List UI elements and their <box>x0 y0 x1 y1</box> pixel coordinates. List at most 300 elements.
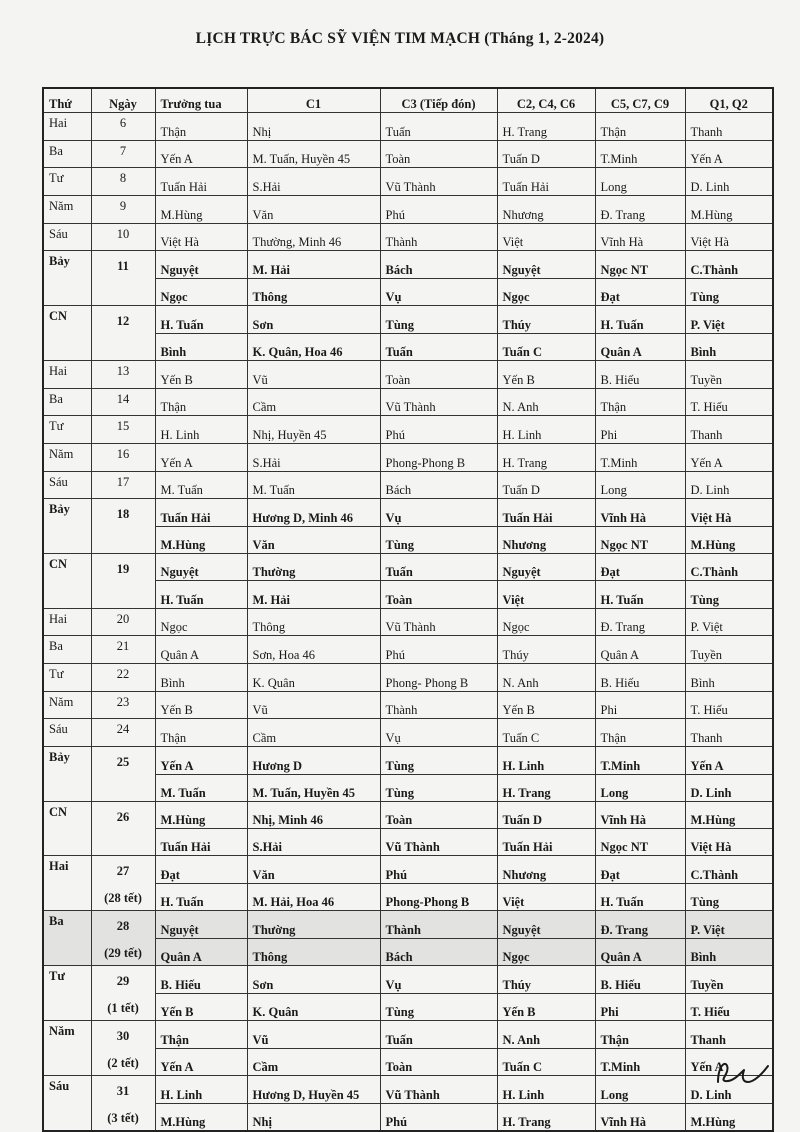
cell-truong-tua: Yến A <box>155 1048 247 1076</box>
cell-c5-c7-c9: Long <box>595 1076 685 1104</box>
table-row <box>43 911 773 939</box>
cell-truong-tua: Đạt <box>155 856 247 884</box>
cell-c3: Vũ Thành <box>380 608 497 636</box>
cell-c1: S.Hải <box>247 443 380 471</box>
day-of-week-cell: Năm <box>43 196 91 224</box>
day-of-week-cell: Tư <box>43 168 91 196</box>
cell-c1: Nhị, Minh 46 <box>247 801 380 829</box>
cell-truong-tua: Quân A <box>155 938 247 966</box>
cell-q1-q2: Thanh <box>685 719 773 747</box>
day-of-week-cell <box>43 1048 91 1076</box>
cell-c2-c4-c6: Nhương <box>497 526 595 553</box>
cell-q1-q2: T. Hiếu <box>685 691 773 719</box>
cell-q1-q2: D. Linh <box>685 774 773 801</box>
cell-c1: Vũ <box>247 691 380 719</box>
day-of-week-cell <box>43 526 91 553</box>
cell-c5-c7-c9: Đạt <box>595 856 685 884</box>
cell-c5-c7-c9: Phi <box>595 416 685 444</box>
cell-truong-tua: M.Hùng <box>155 526 247 553</box>
cell-c5-c7-c9: T.Minh <box>595 443 685 471</box>
date-cell: 11 <box>91 251 155 279</box>
page-title: LỊCH TRỰC BÁC SỸ VIỆN TIM MẠCH (Tháng 1, 2-2024) <box>195 30 605 47</box>
cell-c5-c7-c9: Thận <box>595 388 685 416</box>
header-row <box>43 88 773 113</box>
cell-c5-c7-c9: Quân A <box>595 636 685 664</box>
cell-q1-q2: M.Hùng <box>685 1103 773 1131</box>
cell-q1-q2: Yến A <box>685 1048 773 1076</box>
cell-q1-q2: Yến A <box>685 747 773 775</box>
cell-c3: Tùng <box>380 306 497 334</box>
cell-c2-c4-c6: Việt <box>497 581 595 608</box>
cell-c5-c7-c9: Phi <box>595 993 685 1021</box>
cell-q1-q2: Yến A <box>685 140 773 168</box>
cell-c5-c7-c9: Đạt <box>595 553 685 581</box>
header-thu: Thứ <box>43 88 91 113</box>
cell-q1-q2: Bình <box>685 938 773 966</box>
cell-c5-c7-c9: H. Tuấn <box>595 883 685 911</box>
table-row <box>43 1103 773 1131</box>
day-of-week-cell <box>43 278 91 305</box>
table-row <box>43 499 773 527</box>
table-row <box>43 526 773 553</box>
cell-c5-c7-c9: Đạt <box>595 278 685 305</box>
date-cell: 31 <box>91 1076 155 1104</box>
table-row <box>43 829 773 856</box>
table-row <box>43 333 773 360</box>
day-of-week-cell <box>43 581 91 608</box>
cell-truong-tua: H. Tuấn <box>155 883 247 911</box>
cell-truong-tua: Tuấn Hải <box>155 168 247 196</box>
date-cell: 24 <box>91 719 155 747</box>
cell-truong-tua: Nguyệt <box>155 553 247 581</box>
day-of-week-cell: Ba <box>43 388 91 416</box>
cell-c3: Tuấn <box>380 553 497 581</box>
cell-c1: Cầm <box>247 1048 380 1076</box>
cell-c1: Văn <box>247 196 380 224</box>
cell-c1: K. Quân <box>247 664 380 692</box>
cell-c3: Toàn <box>380 140 497 168</box>
table-row <box>43 719 773 747</box>
day-of-week-cell: Ba <box>43 636 91 664</box>
cell-c3: Tuấn <box>380 1021 497 1049</box>
day-of-week-cell: Hai <box>43 608 91 636</box>
table-row <box>43 664 773 692</box>
date-cell: 18 <box>91 499 155 527</box>
cell-c1: M. Hải, Hoa 46 <box>247 883 380 911</box>
table-row <box>43 636 773 664</box>
day-of-week-cell: Hai <box>43 856 91 884</box>
cell-truong-tua: Việt Hà <box>155 223 247 251</box>
cell-c2-c4-c6: Tuấn C <box>497 719 595 747</box>
cell-q1-q2: Việt Hà <box>685 829 773 856</box>
cell-c2-c4-c6: Ngọc <box>497 278 595 305</box>
cell-c1: K. Quân <box>247 993 380 1021</box>
cell-truong-tua: M.Hùng <box>155 801 247 829</box>
day-of-week-cell: CN <box>43 306 91 334</box>
cell-c1: Cầm <box>247 719 380 747</box>
table-row <box>43 1076 773 1104</box>
cell-truong-tua: Bình <box>155 664 247 692</box>
cell-truong-tua: Thận <box>155 388 247 416</box>
day-of-week-cell: Tư <box>43 416 91 444</box>
cell-c1: Sơn, Hoa 46 <box>247 636 380 664</box>
cell-truong-tua: Yến A <box>155 443 247 471</box>
cell-c1: Hương D, Huyền 45 <box>247 1076 380 1104</box>
day-of-week-cell: Ba <box>43 140 91 168</box>
date-cell: 20 <box>91 608 155 636</box>
day-of-week-cell: Năm <box>43 1021 91 1049</box>
cell-truong-tua: Yến B <box>155 691 247 719</box>
cell-c1: Nhị <box>247 1103 380 1131</box>
date-cell: 8 <box>91 168 155 196</box>
cell-c2-c4-c6: Thúy <box>497 636 595 664</box>
cell-c3: Phú <box>380 416 497 444</box>
cell-q1-q2: P. Việt <box>685 608 773 636</box>
date-cell: 23 <box>91 691 155 719</box>
cell-c5-c7-c9: T.Minh <box>595 140 685 168</box>
cell-c2-c4-c6: Thúy <box>497 306 595 334</box>
cell-c1: Thường <box>247 553 380 581</box>
cell-truong-tua: Thận <box>155 1021 247 1049</box>
cell-c2-c4-c6: Yến B <box>497 360 595 388</box>
table-row <box>43 223 773 251</box>
cell-q1-q2: Việt Hà <box>685 223 773 251</box>
day-of-week-cell <box>43 333 91 360</box>
day-of-week-cell <box>43 1103 91 1131</box>
cell-c3: Vụ <box>380 719 497 747</box>
cell-truong-tua: Thận <box>155 113 247 141</box>
day-of-week-cell: Sáu <box>43 719 91 747</box>
cell-c5-c7-c9: Đ. Trang <box>595 911 685 939</box>
cell-c1: M. Hải <box>247 251 380 279</box>
cell-c1: M. Tuấn, Huyền 45 <box>247 140 380 168</box>
cell-c3: Tùng <box>380 774 497 801</box>
date-cell: 30 <box>91 1021 155 1049</box>
cell-truong-tua: Quân A <box>155 636 247 664</box>
cell-c2-c4-c6: Nhương <box>497 856 595 884</box>
cell-c3: Phong-Phong B <box>380 883 497 911</box>
table-row <box>43 388 773 416</box>
cell-c1: S.Hải <box>247 829 380 856</box>
cell-truong-tua: Yến A <box>155 747 247 775</box>
cell-c2-c4-c6: Nguyệt <box>497 251 595 279</box>
cell-c1: Sơn <box>247 966 380 994</box>
cell-c2-c4-c6: H. Linh <box>497 416 595 444</box>
cell-truong-tua: M. Tuấn <box>155 774 247 801</box>
table-row <box>43 471 773 499</box>
cell-c2-c4-c6: Tuấn Hải <box>497 829 595 856</box>
day-of-week-cell <box>43 829 91 856</box>
cell-q1-q2: P. Việt <box>685 306 773 334</box>
cell-q1-q2: M.Hùng <box>685 526 773 553</box>
cell-c3: Thành <box>380 223 497 251</box>
cell-c5-c7-c9: T.Minh <box>595 1048 685 1076</box>
cell-c2-c4-c6: Tuấn Hải <box>497 168 595 196</box>
cell-c5-c7-c9: Thận <box>595 1021 685 1049</box>
cell-c1: Thông <box>247 608 380 636</box>
cell-c3: Tuấn <box>380 113 497 141</box>
schedule-body <box>43 113 773 1132</box>
table-row <box>43 691 773 719</box>
day-of-week-cell: Bảy <box>43 499 91 527</box>
cell-truong-tua: M. Tuấn <box>155 471 247 499</box>
date-cell: 14 <box>91 388 155 416</box>
date-cell <box>91 278 155 305</box>
cell-c1: Văn <box>247 856 380 884</box>
date-cell <box>91 774 155 801</box>
day-of-week-cell: CN <box>43 801 91 829</box>
day-of-week-cell: Hai <box>43 360 91 388</box>
table-row <box>43 608 773 636</box>
date-cell: (2 tết) <box>91 1048 155 1076</box>
date-cell <box>91 526 155 553</box>
table-row <box>43 168 773 196</box>
cell-c1: Vũ <box>247 360 380 388</box>
date-cell: 19 <box>91 553 155 581</box>
table-row <box>43 360 773 388</box>
cell-c3: Bách <box>380 938 497 966</box>
cell-q1-q2: T. Hiếu <box>685 993 773 1021</box>
cell-c5-c7-c9: Phi <box>595 691 685 719</box>
table-row <box>43 251 773 279</box>
cell-q1-q2: Thanh <box>685 113 773 141</box>
cell-c1: Hương D <box>247 747 380 775</box>
cell-q1-q2: Tuyền <box>685 360 773 388</box>
cell-c3: Thành <box>380 911 497 939</box>
header-c2-c4-c6: C2, C4, C6 <box>497 88 595 113</box>
day-of-week-cell <box>43 993 91 1021</box>
cell-c1: M. Hải <box>247 581 380 608</box>
cell-c5-c7-c9: Long <box>595 471 685 499</box>
cell-c1: Thường, Minh 46 <box>247 223 380 251</box>
cell-c3: Phú <box>380 856 497 884</box>
cell-truong-tua: Thận <box>155 719 247 747</box>
cell-truong-tua: Ngọc <box>155 278 247 305</box>
cell-c2-c4-c6: H. Linh <box>497 747 595 775</box>
cell-c2-c4-c6: H. Trang <box>497 113 595 141</box>
table-row <box>43 278 773 305</box>
date-cell: (3 tết) <box>91 1103 155 1131</box>
cell-q1-q2: Tuyền <box>685 966 773 994</box>
cell-c2-c4-c6: Tuấn D <box>497 140 595 168</box>
header-truong-tua: Trưởng tua <box>155 88 247 113</box>
cell-c5-c7-c9: Vĩnh Hà <box>595 499 685 527</box>
cell-c2-c4-c6: H. Trang <box>497 443 595 471</box>
cell-q1-q2: Thanh <box>685 416 773 444</box>
cell-truong-tua: Bình <box>155 333 247 360</box>
cell-c3: Vụ <box>380 278 497 305</box>
cell-q1-q2: Tùng <box>685 883 773 911</box>
date-cell: 29 <box>91 966 155 994</box>
duty-schedule-table <box>42 87 774 1132</box>
cell-c5-c7-c9: B. Hiếu <box>595 664 685 692</box>
date-cell: 22 <box>91 664 155 692</box>
cell-truong-tua: H. Linh <box>155 1076 247 1104</box>
cell-q1-q2: Tùng <box>685 278 773 305</box>
cell-truong-tua: M.Hùng <box>155 1103 247 1131</box>
table-row <box>43 993 773 1021</box>
header-c3: C3 (Tiếp đón) <box>380 88 497 113</box>
cell-c2-c4-c6: Nhương <box>497 196 595 224</box>
date-cell: 15 <box>91 416 155 444</box>
cell-c1: Nhị, Huyền 45 <box>247 416 380 444</box>
cell-c3: Phú <box>380 196 497 224</box>
cell-c2-c4-c6: N. Anh <box>497 388 595 416</box>
table-row <box>43 856 773 884</box>
date-cell: 26 <box>91 801 155 829</box>
cell-c2-c4-c6: Ngọc <box>497 938 595 966</box>
table-row <box>43 747 773 775</box>
date-cell: (28 tết) <box>91 883 155 911</box>
header-c1: C1 <box>247 88 380 113</box>
day-of-week-cell: Tư <box>43 664 91 692</box>
date-cell: 7 <box>91 140 155 168</box>
date-cell: 25 <box>91 747 155 775</box>
handwritten-signature <box>712 1052 772 1092</box>
cell-c1: M. Tuấn, Huyền 45 <box>247 774 380 801</box>
cell-c3: Vũ Thành <box>380 1076 497 1104</box>
day-of-week-cell: Ba <box>43 911 91 939</box>
date-cell <box>91 829 155 856</box>
day-of-week-cell: Sáu <box>43 223 91 251</box>
date-cell: 28 <box>91 911 155 939</box>
cell-c5-c7-c9: H. Tuấn <box>595 306 685 334</box>
cell-c3: Toàn <box>380 801 497 829</box>
cell-c5-c7-c9: Vĩnh Hà <box>595 223 685 251</box>
cell-truong-tua: Yến B <box>155 360 247 388</box>
cell-c2-c4-c6: Việt <box>497 883 595 911</box>
table-row <box>43 113 773 141</box>
cell-c3: Vũ Thành <box>380 168 497 196</box>
cell-truong-tua: M.Hùng <box>155 196 247 224</box>
header-ngay: Ngày <box>91 88 155 113</box>
table-row <box>43 966 773 994</box>
cell-truong-tua: Nguyệt <box>155 911 247 939</box>
cell-q1-q2: Tuyền <box>685 636 773 664</box>
table-row <box>43 883 773 911</box>
cell-c1: S.Hải <box>247 168 380 196</box>
cell-c2-c4-c6: Thúy <box>497 966 595 994</box>
cell-truong-tua: Tuấn Hải <box>155 499 247 527</box>
cell-c2-c4-c6: H. Trang <box>497 1103 595 1131</box>
cell-c2-c4-c6: Nguyệt <box>497 911 595 939</box>
cell-c2-c4-c6: Việt <box>497 223 595 251</box>
cell-c2-c4-c6: H. Trang <box>497 774 595 801</box>
cell-truong-tua: H. Linh <box>155 416 247 444</box>
cell-c3: Phong-Phong B <box>380 443 497 471</box>
table-row <box>43 416 773 444</box>
day-of-week-cell <box>43 938 91 966</box>
cell-q1-q2: C.Thành <box>685 553 773 581</box>
cell-q1-q2: C.Thành <box>685 251 773 279</box>
cell-q1-q2: Việt Hà <box>685 499 773 527</box>
cell-q1-q2: C.Thành <box>685 856 773 884</box>
date-cell: 16 <box>91 443 155 471</box>
header-q1-q2: Q1, Q2 <box>685 88 773 113</box>
date-cell: 21 <box>91 636 155 664</box>
cell-q1-q2: Thanh <box>685 1021 773 1049</box>
cell-c5-c7-c9: T.Minh <box>595 747 685 775</box>
table-row <box>43 553 773 581</box>
table-row <box>43 581 773 608</box>
cell-c3: Phú <box>380 1103 497 1131</box>
cell-c1: K. Quân, Hoa 46 <box>247 333 380 360</box>
date-cell <box>91 581 155 608</box>
day-of-week-cell: Bảy <box>43 251 91 279</box>
date-cell: 12 <box>91 306 155 334</box>
date-cell: 10 <box>91 223 155 251</box>
cell-q1-q2: Tùng <box>685 581 773 608</box>
date-cell <box>91 333 155 360</box>
cell-c3: Vụ <box>380 499 497 527</box>
date-cell: 13 <box>91 360 155 388</box>
cell-c3: Vũ Thành <box>380 829 497 856</box>
cell-c2-c4-c6: N. Anh <box>497 1021 595 1049</box>
cell-q1-q2: D. Linh <box>685 168 773 196</box>
cell-c2-c4-c6: Tuấn C <box>497 333 595 360</box>
cell-c1: Hương D, Minh 46 <box>247 499 380 527</box>
day-of-week-cell: Bảy <box>43 747 91 775</box>
table-row <box>43 1021 773 1049</box>
cell-c1: Vũ <box>247 1021 380 1049</box>
cell-c5-c7-c9: H. Tuấn <box>595 581 685 608</box>
cell-truong-tua: H. Tuấn <box>155 306 247 334</box>
day-of-week-cell: Tư <box>43 966 91 994</box>
day-of-week-cell <box>43 883 91 911</box>
cell-truong-tua: B. Hiếu <box>155 966 247 994</box>
table-row <box>43 140 773 168</box>
cell-c3: Toàn <box>380 1048 497 1076</box>
cell-c2-c4-c6: H. Linh <box>497 1076 595 1104</box>
cell-c3: Vũ Thành <box>380 388 497 416</box>
cell-c3: Bách <box>380 471 497 499</box>
cell-truong-tua: Yến B <box>155 993 247 1021</box>
cell-c2-c4-c6: Ngọc <box>497 608 595 636</box>
cell-q1-q2: D. Linh <box>685 471 773 499</box>
cell-truong-tua: Nguyệt <box>155 251 247 279</box>
cell-truong-tua: Yến A <box>155 140 247 168</box>
day-of-week-cell: Năm <box>43 691 91 719</box>
cell-c5-c7-c9: Long <box>595 774 685 801</box>
cell-truong-tua: H. Tuấn <box>155 581 247 608</box>
cell-c3: Toàn <box>380 581 497 608</box>
cell-c5-c7-c9: Đ. Trang <box>595 196 685 224</box>
cell-truong-tua: Tuấn Hải <box>155 829 247 856</box>
cell-c3: Tùng <box>380 747 497 775</box>
cell-c5-c7-c9: Thận <box>595 719 685 747</box>
table-row <box>43 774 773 801</box>
cell-c2-c4-c6: Tuấn D <box>497 471 595 499</box>
cell-c1: Thông <box>247 278 380 305</box>
cell-c5-c7-c9: B. Hiếu <box>595 360 685 388</box>
header-c5-c7-c9: C5, C7, C9 <box>595 88 685 113</box>
cell-c1: Sơn <box>247 306 380 334</box>
cell-c1: Cầm <box>247 388 380 416</box>
table-row <box>43 1048 773 1076</box>
cell-c3: Phong- Phong B <box>380 664 497 692</box>
cell-q1-q2: Bình <box>685 333 773 360</box>
cell-q1-q2: Yến A <box>685 443 773 471</box>
cell-q1-q2: M.Hùng <box>685 801 773 829</box>
date-cell: 9 <box>91 196 155 224</box>
cell-c3: Bách <box>380 251 497 279</box>
cell-c5-c7-c9: Đ. Trang <box>595 608 685 636</box>
cell-q1-q2: D. Linh <box>685 1076 773 1104</box>
cell-c3: Thành <box>380 691 497 719</box>
cell-q1-q2: P. Việt <box>685 911 773 939</box>
cell-c3: Tùng <box>380 993 497 1021</box>
day-of-week-cell <box>43 774 91 801</box>
